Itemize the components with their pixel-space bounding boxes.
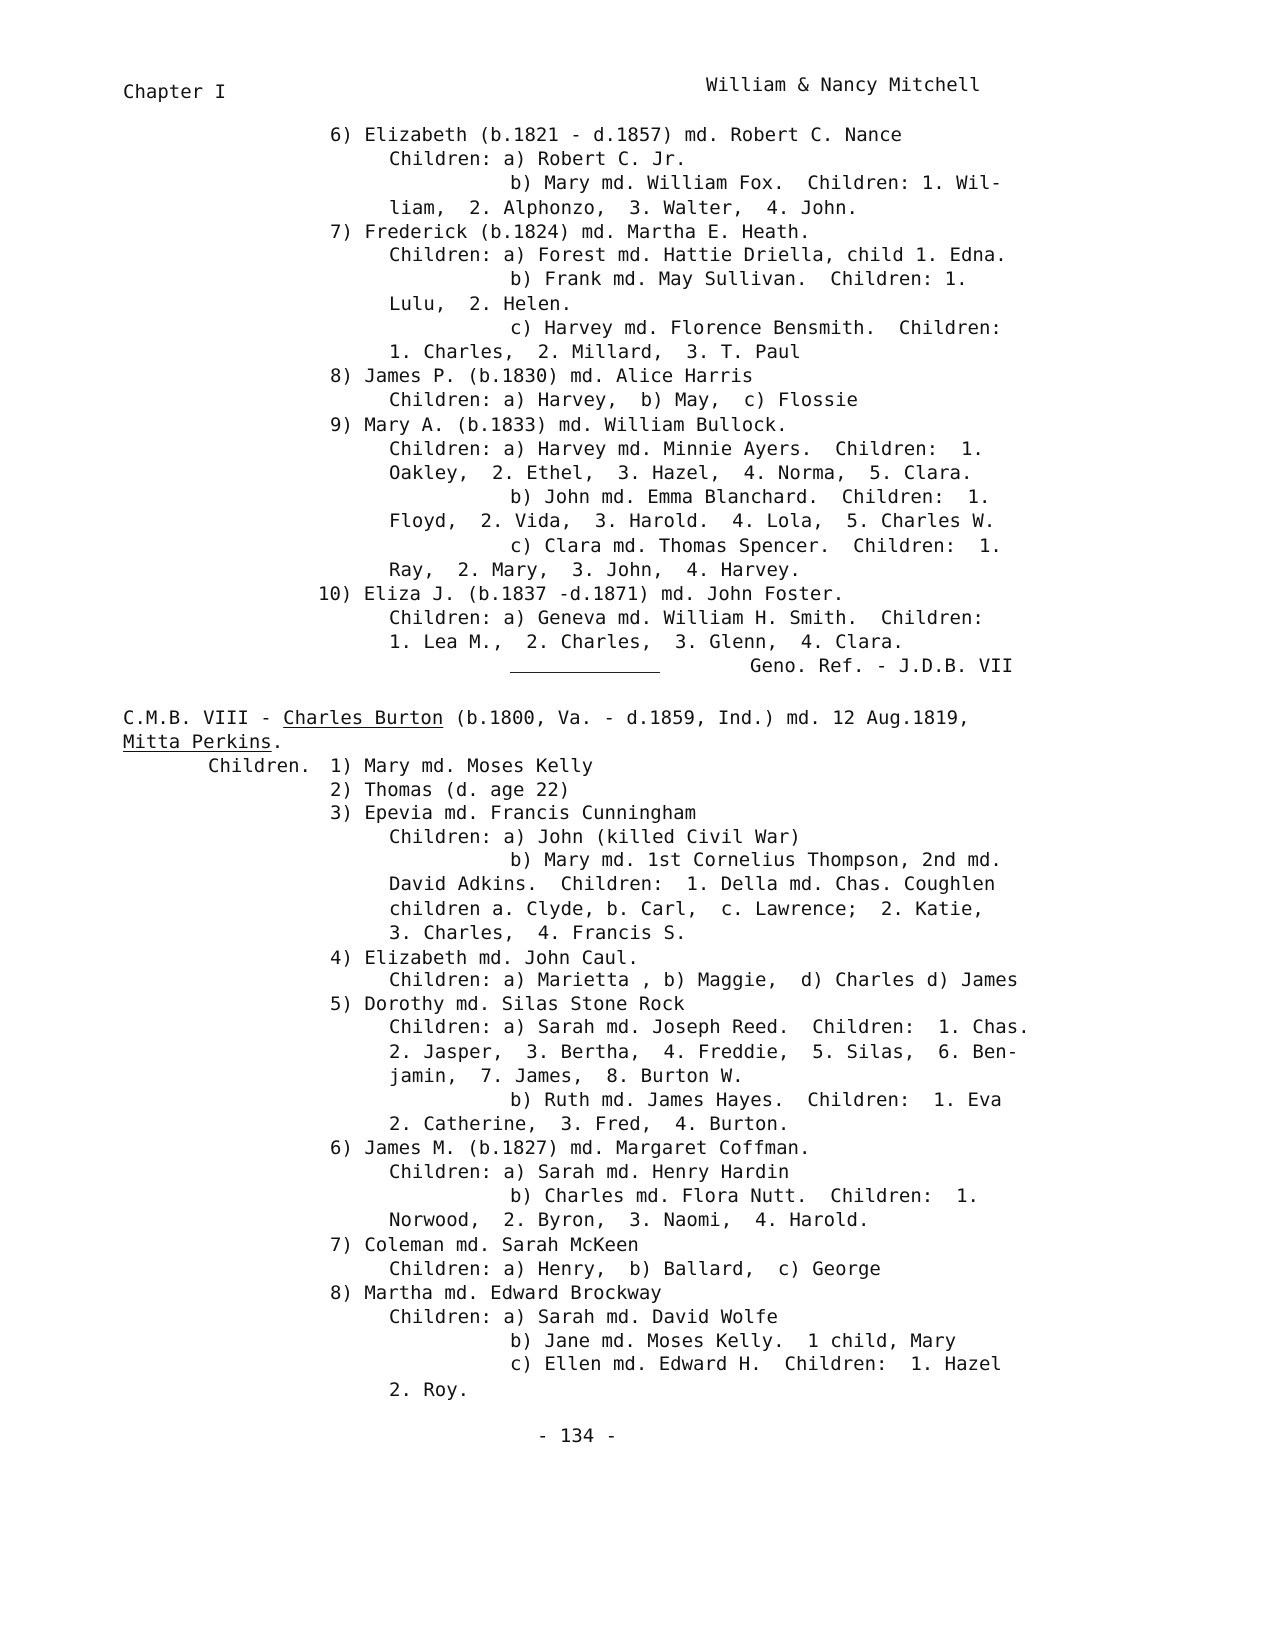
text-line: 7) Coleman md. Sarah McKeen bbox=[330, 1234, 639, 1256]
text-line: b) John md. Emma Blanchard. Children: 1. bbox=[510, 486, 991, 508]
text-line: b) Frank md. May Sullivan. Children: 1. bbox=[510, 268, 968, 290]
text-line: Norwood, 2. Byron, 3. Naomi, 4. Harold. bbox=[389, 1209, 870, 1231]
text-line: Children: a) Marietta , b) Maggie, d) Charles d) James bbox=[389, 969, 1019, 991]
text-line: 8) James P. (b.1830) md. Alice Harris bbox=[330, 365, 754, 387]
text-line: 4) Elizabeth md. John Caul. bbox=[330, 947, 639, 969]
text-line: b) Charles md. Flora Nutt. Children: 1. bbox=[510, 1185, 979, 1207]
text-line: 5) Dorothy md. Silas Stone Rock bbox=[330, 993, 685, 1015]
text-line: Children: a) Sarah md. David Wolfe bbox=[389, 1306, 778, 1328]
text-line: Children: a) Geneva md. William H. Smith. Children: bbox=[389, 607, 984, 629]
text-line: 9) Mary A. (b.1833) md. William Bullock. bbox=[330, 414, 788, 436]
text-line: 3. Charles, 4. Francis S. bbox=[389, 922, 687, 944]
text-line: c) Ellen md. Edward H. Children: 1. Hazel bbox=[510, 1353, 1002, 1375]
text-line: 2. Roy. bbox=[389, 1379, 470, 1401]
text-line: 2. Catherine, 3. Fred, 4. Burton. bbox=[389, 1113, 790, 1135]
text-line: Children: a) Forest md. Hattie Driella, child 1. Edna. bbox=[389, 244, 1007, 266]
text-line: Children: a) Sarah md. Joseph Reed. Children: 1. Chas. bbox=[389, 1016, 1030, 1038]
text-line: b) Jane md. Moses Kelly. 1 child, Mary bbox=[510, 1330, 957, 1352]
text-line: 1) Mary md. Moses Kelly bbox=[330, 755, 594, 777]
text-line: Oakley, 2. Ethel, 3. Hazel, 4. Norma, 5. Clara. bbox=[389, 462, 973, 484]
text-line: jamin, 7. James, 8. Burton W. bbox=[389, 1065, 744, 1087]
text-line: 1. Charles, 2. Millard, 3. T. Paul bbox=[389, 341, 801, 363]
text-line: c) Clara md. Thomas Spencer. Children: 1. bbox=[510, 535, 1002, 557]
text-line: 10) Eliza J. (b.1837 -d.1871) md. John Foster. bbox=[318, 583, 845, 605]
text-line: 7) Frederick (b.1824) md. Martha E. Heath. bbox=[330, 221, 811, 243]
reference-line bbox=[510, 654, 1013, 678]
spouse-name: Mitta Perkins bbox=[123, 731, 272, 753]
page-number: - 134 - bbox=[537, 1425, 618, 1447]
text-line: 1. Lea M., 2. Charles, 3. Glenn, 4. Clara. bbox=[389, 631, 904, 653]
text-line: children a. Clyde, b. Carl, c. Lawrence; 2. Katie, bbox=[389, 898, 984, 920]
text-line: 8) Martha md. Edward Brockway bbox=[330, 1282, 662, 1304]
text-line: b) Ruth md. James Hayes. Children: 1. Eva bbox=[510, 1089, 1002, 1111]
text-line: Floyd, 2. Vida, 3. Harold. 4. Lola, 5. Charles W. bbox=[389, 510, 996, 532]
family-title: William & Nancy Mitchell bbox=[706, 74, 981, 96]
text-line: David Adkins. Children: 1. Della md. Chas. Coughlen bbox=[389, 873, 996, 895]
separator-rule bbox=[510, 661, 660, 673]
text-line: Children: a) Henry, b) Ballard, c) George bbox=[389, 1258, 881, 1280]
text-line: Lulu, 2. Helen. bbox=[389, 293, 573, 315]
text-line: 3) Epevia md. Francis Cunningham bbox=[330, 802, 697, 824]
text-line: liam, 2. Alphonzo, 3. Walter, 4. John. bbox=[389, 197, 858, 219]
spouse-line: Mitta Perkins. bbox=[123, 731, 284, 753]
children-label: Children. bbox=[208, 755, 311, 777]
person-name: Charles Burton bbox=[283, 707, 444, 729]
text-line: Children: a) Harvey md. Minnie Ayers. Children: 1. bbox=[389, 438, 984, 460]
text-line: c) Harvey md. Florence Bensmith. Children: bbox=[510, 317, 1002, 339]
section-heading: C.M.B. VIII - Charles Burton (b.1800, Va. - d.1859, Ind.) md. 12 Aug.1819, bbox=[123, 707, 970, 729]
text-line: 6) Elizabeth (b.1821 - d.1857) md. Robert C. Nance bbox=[330, 124, 902, 146]
text-line: Ray, 2. Mary, 3. John, 4. Harvey. bbox=[389, 559, 801, 581]
chapter-label: Chapter I bbox=[123, 81, 226, 103]
text-line: b) Mary md. William Fox. Children: 1. Wil- bbox=[510, 172, 1002, 194]
text-line: Children: a) Sarah md. Henry Hardin bbox=[389, 1161, 790, 1183]
genealogy-reference: Geno. Ref. - J.D.B. VII bbox=[750, 655, 1014, 677]
text-line: 2. Jasper, 3. Bertha, 4. Freddie, 5. Silas, 6. Ben- bbox=[389, 1041, 1019, 1063]
text-line: 6) James M. (b.1827) md. Margaret Coffman. bbox=[330, 1137, 811, 1159]
text-line: b) Mary md. 1st Cornelius Thompson, 2nd md. bbox=[510, 849, 1002, 871]
text-line: Children: a) Harvey, b) May, c) Flossie bbox=[389, 389, 858, 411]
text-line: Children: a) Robert C. Jr. bbox=[389, 148, 687, 170]
text-line: Children: a) John (killed Civil War) bbox=[389, 826, 801, 848]
text-line: 2) Thomas (d. age 22) bbox=[330, 779, 571, 801]
